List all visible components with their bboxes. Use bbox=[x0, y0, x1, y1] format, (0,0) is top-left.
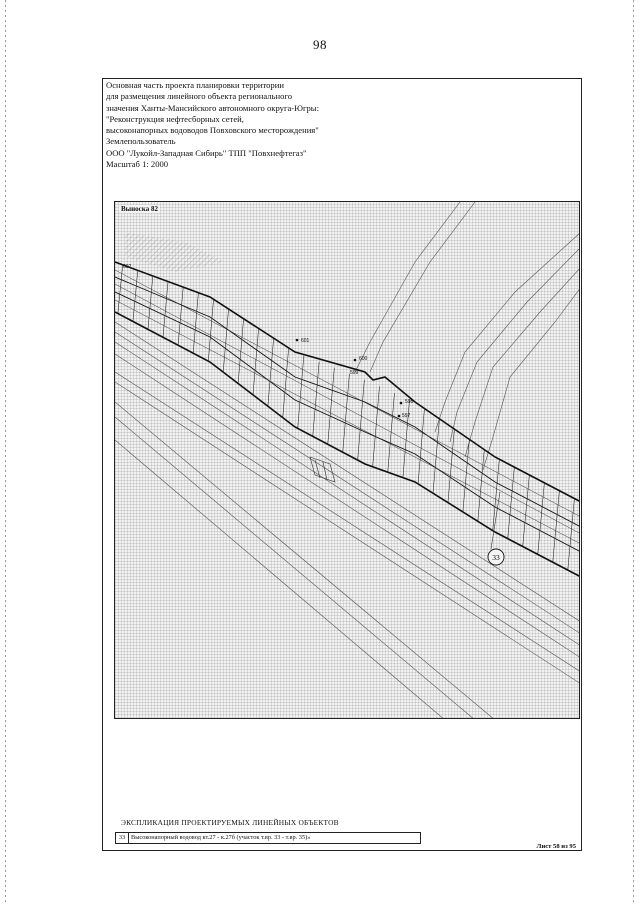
hatched-area bbox=[125, 232, 225, 272]
explication-row bbox=[115, 832, 421, 844]
header-line: высоконапорных водоводов Повховского месторождения" bbox=[106, 125, 319, 136]
page-number: 98 bbox=[313, 37, 327, 52]
project-header bbox=[106, 80, 406, 170]
corridor-grid bbox=[115, 242, 580, 600]
point-label: 598 bbox=[405, 399, 414, 405]
drawing-sheet bbox=[102, 78, 582, 851]
point-label: 600 bbox=[359, 356, 368, 362]
object-marker-number: 33 bbox=[492, 553, 500, 562]
explication-row-number: 33 bbox=[116, 833, 129, 843]
explication-title: ЭКСПЛИКАЦИЯ ПРОЕКТИРУЕМЫХ ЛИНЕЙНЫХ ОБЪЕКТОВ bbox=[121, 818, 339, 827]
map-callout bbox=[114, 201, 580, 719]
road-lines bbox=[355, 202, 580, 470]
explication-row-text: Высоконапорный водовод кт.27 - к.27б (участок т.вр. 33 - т.вр. 35)» bbox=[131, 834, 311, 841]
header-line: значения Ханты-Мансийского автономного округа-Югры: bbox=[106, 102, 319, 113]
existing-lines bbox=[115, 322, 580, 719]
callout-title: Выноска 82 bbox=[121, 205, 158, 213]
header-line: ООО "Лукойл-Западная Сибирь" ТПП "Повхнефтегаз" bbox=[106, 147, 307, 158]
point-label: 602 bbox=[123, 264, 132, 270]
point-label: 599 bbox=[350, 370, 359, 376]
plan-drawing bbox=[115, 202, 580, 719]
header-line: Основная часть проекта планировки территории bbox=[106, 80, 284, 90]
point-label: 601 bbox=[301, 338, 310, 344]
scan-edge-left bbox=[5, 0, 6, 905]
sheet-label: Лист 58 из 95 bbox=[536, 843, 576, 850]
header-line: для размещения линейного объекта регионального bbox=[106, 91, 293, 102]
point-label: 597 bbox=[402, 413, 411, 419]
header-line: Землепользователь bbox=[106, 136, 176, 147]
scan-edge-right bbox=[633, 0, 634, 905]
header-line: "Реконструкция нефтесборных сетей, bbox=[106, 113, 244, 124]
pipeline-corridor bbox=[115, 262, 580, 577]
header-line: Масштаб 1: 2000 bbox=[106, 159, 169, 170]
